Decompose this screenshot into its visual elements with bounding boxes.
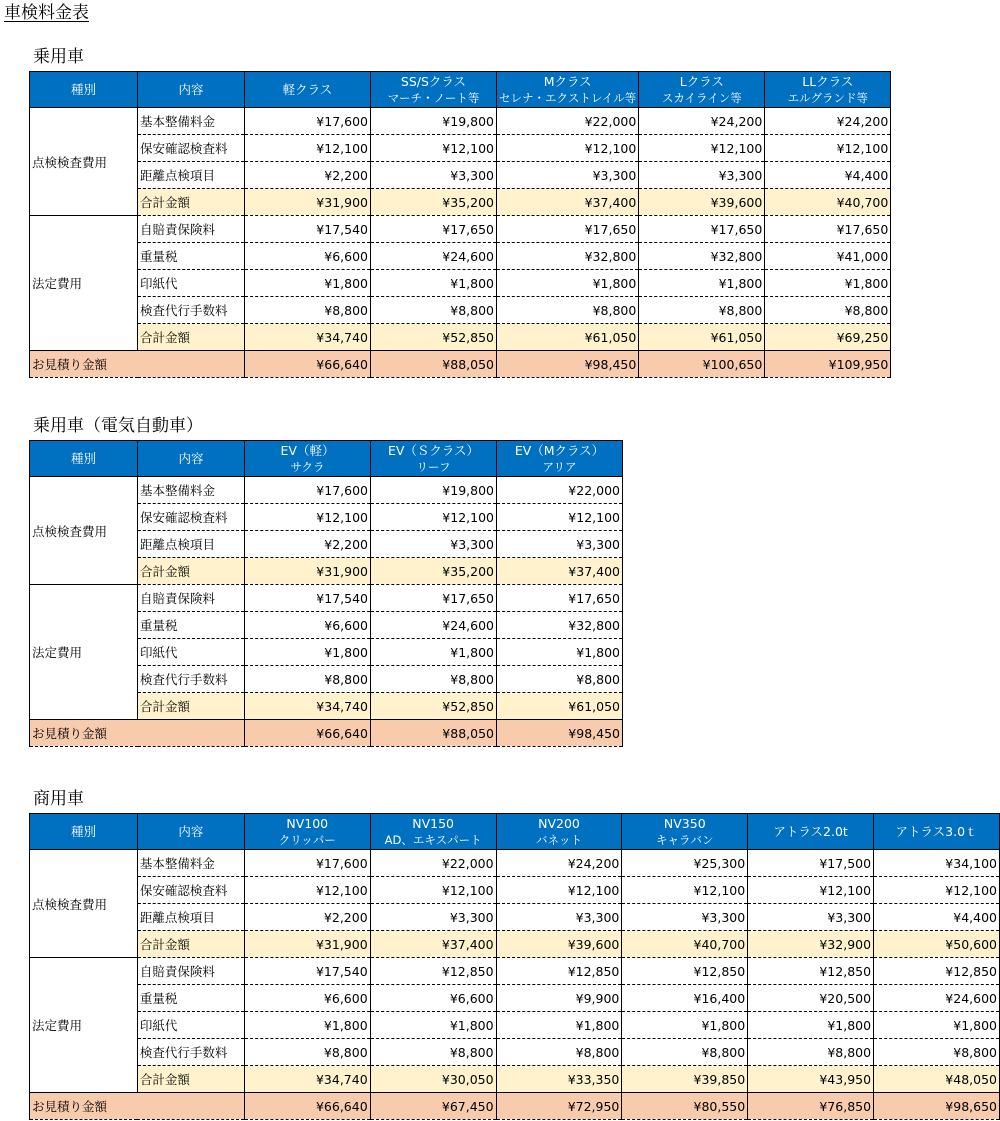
header-column-sub: スカイライン等 (661, 90, 742, 105)
item-cell: 自賠責保険料 (137, 958, 244, 985)
value-cell: ¥8,800 (370, 1039, 496, 1066)
value-cell: ¥22,000 (370, 850, 496, 877)
total-label: お見積り金額 (30, 351, 245, 378)
header-column-main: NV350 (663, 815, 706, 831)
header-item: 内容 (138, 72, 245, 108)
table-row (30, 216, 891, 243)
header-column (496, 814, 622, 850)
value-cell: ¥33,350 (496, 1066, 622, 1093)
value-cell: ¥12,100 (748, 877, 874, 904)
value-cell: ¥22,000 (497, 477, 623, 504)
item-cell: 重量税 (138, 612, 245, 639)
total-label: お見積り金額 (30, 720, 245, 747)
table-row (30, 1012, 1000, 1039)
value-cell: ¥12,850 (496, 958, 622, 985)
value-cell: ¥32,800 (497, 243, 639, 270)
value-cell: ¥12,100 (497, 135, 639, 162)
item-cell: 基本整備料金 (138, 477, 245, 504)
value-cell: ¥3,300 (748, 904, 874, 931)
value-cell: ¥31,900 (245, 189, 371, 216)
value-cell: ¥24,200 (765, 108, 891, 135)
header-column (874, 814, 1000, 850)
header-column-main: EV（Mクラス） (514, 442, 605, 458)
header-category: 種別 (30, 72, 138, 108)
value-cell: ¥1,800 (748, 1012, 874, 1039)
value-cell: ¥8,800 (497, 297, 639, 324)
table-row (30, 162, 891, 189)
value-cell: ¥3,300 (639, 162, 765, 189)
value-cell: ¥1,800 (371, 270, 497, 297)
value-cell: ¥3,300 (496, 904, 622, 931)
value-cell: ¥6,600 (245, 243, 371, 270)
header-column (497, 441, 623, 477)
subtotal-row (30, 931, 1000, 958)
total-value: ¥100,650 (639, 351, 765, 378)
value-cell: ¥3,300 (371, 162, 497, 189)
value-cell: ¥12,100 (244, 877, 370, 904)
total-value: ¥98,450 (497, 351, 639, 378)
value-cell: ¥8,800 (496, 1039, 622, 1066)
value-cell: ¥12,100 (874, 877, 1000, 904)
value-cell: ¥1,800 (496, 1012, 622, 1039)
value-cell: ¥40,700 (765, 189, 891, 216)
total-value: ¥66,640 (244, 1093, 370, 1120)
total-value: ¥88,050 (371, 720, 497, 747)
value-cell: ¥17,500 (748, 850, 874, 877)
rate-table (29, 71, 891, 378)
value-cell: ¥12,100 (371, 135, 497, 162)
value-cell: ¥17,650 (497, 585, 623, 612)
value-cell: ¥39,600 (639, 189, 765, 216)
header-column-main: NV150 (412, 815, 455, 831)
value-cell: ¥32,900 (748, 931, 874, 958)
table-row (30, 1039, 1000, 1066)
rate-table (29, 813, 1000, 1120)
value-cell: ¥8,800 (371, 666, 497, 693)
total-row (30, 351, 891, 378)
item-cell: 検査代行手数料 (138, 666, 245, 693)
item-cell: 基本整備料金 (138, 108, 245, 135)
value-cell: ¥17,540 (245, 585, 371, 612)
value-cell: ¥8,800 (639, 297, 765, 324)
value-cell: ¥69,250 (765, 324, 891, 351)
value-cell: ¥34,740 (244, 1066, 370, 1093)
table-row (30, 135, 891, 162)
header-category: 種別 (30, 814, 138, 850)
value-cell: ¥1,800 (497, 270, 639, 297)
value-cell: ¥3,300 (370, 904, 496, 931)
item-cell: 自賠責保険料 (138, 216, 245, 243)
value-cell: ¥34,100 (874, 850, 1000, 877)
header-column (370, 814, 496, 850)
header-column-main: Lクラス (679, 73, 724, 89)
value-cell: ¥24,200 (496, 850, 622, 877)
header-column-sub: AD、エキスパート (384, 832, 482, 847)
value-cell: ¥19,800 (371, 108, 497, 135)
header-column (748, 814, 874, 850)
value-cell: ¥52,850 (371, 324, 497, 351)
document-title: 車検料金表 (4, 3, 89, 23)
header-column (497, 72, 639, 108)
value-cell: ¥35,200 (371, 558, 497, 585)
rate-table (29, 440, 623, 747)
value-cell: ¥39,600 (496, 931, 622, 958)
value-cell: ¥8,800 (245, 297, 371, 324)
value-cell: ¥12,850 (622, 958, 748, 985)
header-column-sub: サクラ (290, 459, 325, 474)
header-column (244, 814, 370, 850)
header-column-sub: キャラバン (656, 832, 714, 847)
value-cell: ¥30,050 (370, 1066, 496, 1093)
header-column-main: NV200 (538, 815, 580, 831)
total-value: ¥76,850 (748, 1093, 874, 1120)
value-cell: ¥37,400 (497, 189, 639, 216)
value-cell: ¥6,600 (245, 612, 371, 639)
header-column-main: アトラス2.0t (773, 823, 848, 839)
value-cell: ¥12,100 (245, 135, 371, 162)
value-cell: ¥12,100 (639, 135, 765, 162)
value-cell: ¥24,600 (874, 985, 1000, 1012)
total-row (30, 1093, 1000, 1120)
header-column-main: Mクラス (543, 73, 592, 89)
header-column (622, 814, 748, 850)
total-value: ¥72,950 (496, 1093, 622, 1120)
table-row (30, 850, 1000, 877)
value-cell: ¥35,200 (371, 189, 497, 216)
value-cell: ¥50,600 (874, 931, 1000, 958)
table-row (30, 297, 891, 324)
total-value: ¥109,950 (765, 351, 891, 378)
item-cell: 保安確認検査料 (138, 504, 245, 531)
value-cell: ¥1,800 (245, 639, 371, 666)
table-row (30, 958, 1000, 985)
header-column (245, 441, 371, 477)
category-cell: 法定費用 (30, 216, 138, 351)
value-cell: ¥9,900 (496, 985, 622, 1012)
value-cell: ¥3,300 (371, 531, 497, 558)
value-cell: ¥37,400 (497, 558, 623, 585)
header-column-sub: リーフ (416, 459, 451, 474)
value-cell: ¥6,600 (370, 985, 496, 1012)
item-cell: 合計金額 (138, 189, 245, 216)
table-row (30, 108, 891, 135)
item-cell: 印紙代 (138, 270, 245, 297)
table-row (30, 477, 623, 504)
value-cell: ¥25,300 (622, 850, 748, 877)
value-cell: ¥17,600 (245, 477, 371, 504)
value-cell: ¥1,800 (371, 639, 497, 666)
total-value: ¥67,450 (370, 1093, 496, 1120)
value-cell: ¥12,100 (496, 877, 622, 904)
item-cell: 合計金額 (137, 931, 244, 958)
item-cell: 合計金額 (138, 324, 245, 351)
value-cell: ¥34,740 (245, 324, 371, 351)
value-cell: ¥8,800 (245, 666, 371, 693)
value-cell: ¥17,650 (639, 216, 765, 243)
value-cell: ¥24,600 (371, 612, 497, 639)
total-value: ¥98,650 (874, 1093, 1000, 1120)
table-row (30, 904, 1000, 931)
value-cell: ¥1,800 (245, 270, 371, 297)
section-title: 商用車 (33, 789, 84, 809)
header-row (30, 72, 891, 108)
header-column-sub: アリア (542, 459, 577, 474)
value-cell: ¥3,300 (497, 162, 639, 189)
value-cell: ¥6,600 (244, 985, 370, 1012)
header-item: 内容 (137, 814, 244, 850)
item-cell: 印紙代 (138, 639, 245, 666)
value-cell: ¥17,650 (765, 216, 891, 243)
item-cell: 距離点検項目 (138, 531, 245, 558)
header-column-main: アトラス3.0ｔ (895, 823, 978, 839)
value-cell: ¥17,600 (245, 108, 371, 135)
total-value: ¥98,450 (497, 720, 623, 747)
value-cell: ¥4,400 (765, 162, 891, 189)
subtotal-row (30, 1066, 1000, 1093)
value-cell: ¥1,800 (244, 1012, 370, 1039)
header-column-sub: クリッパー (278, 832, 336, 847)
value-cell: ¥12,100 (765, 135, 891, 162)
header-column (639, 72, 765, 108)
value-cell: ¥19,800 (371, 477, 497, 504)
value-cell: ¥22,000 (497, 108, 639, 135)
value-cell: ¥17,650 (497, 216, 639, 243)
category-cell: 法定費用 (30, 958, 138, 1093)
header-column (371, 72, 497, 108)
value-cell: ¥4,400 (874, 904, 1000, 931)
value-cell: ¥12,100 (497, 504, 623, 531)
value-cell: ¥37,400 (370, 931, 496, 958)
value-cell: ¥12,100 (245, 504, 371, 531)
value-cell: ¥8,800 (765, 297, 891, 324)
value-cell: ¥32,800 (497, 612, 623, 639)
item-cell: 基本整備料金 (137, 850, 244, 877)
header-column (765, 72, 891, 108)
header-category: 種別 (30, 441, 138, 477)
item-cell: 合計金額 (138, 693, 245, 720)
value-cell: ¥34,740 (245, 693, 371, 720)
value-cell: ¥2,200 (245, 162, 371, 189)
header-column-main: 軽クラス (282, 81, 333, 97)
header-column-sub: セレナ・エクストレイル等 (499, 90, 637, 105)
value-cell: ¥12,100 (622, 877, 748, 904)
value-cell: ¥8,800 (497, 666, 623, 693)
value-cell: ¥8,800 (371, 297, 497, 324)
total-value: ¥66,640 (245, 351, 371, 378)
item-cell: 距離点検項目 (138, 162, 245, 189)
value-cell: ¥61,050 (497, 693, 623, 720)
total-value: ¥88,050 (371, 351, 497, 378)
table-row (30, 585, 623, 612)
value-cell: ¥12,100 (371, 504, 497, 531)
category-cell: 点検検査費用 (30, 108, 138, 216)
header-column (245, 72, 371, 108)
value-cell: ¥61,050 (639, 324, 765, 351)
total-row (30, 720, 623, 747)
value-cell: ¥39,850 (622, 1066, 748, 1093)
value-cell: ¥8,800 (622, 1039, 748, 1066)
value-cell: ¥43,950 (748, 1066, 874, 1093)
value-cell: ¥1,800 (874, 1012, 1000, 1039)
category-cell: 点検検査費用 (30, 477, 138, 585)
header-column-main: NV100 (286, 815, 329, 831)
header-column-sub: エルグランド等 (787, 90, 868, 105)
header-column-main: SS/Sクラス (400, 73, 467, 89)
total-value: ¥66,640 (245, 720, 371, 747)
value-cell: ¥12,850 (370, 958, 496, 985)
value-cell: ¥1,800 (639, 270, 765, 297)
value-cell: ¥8,800 (244, 1039, 370, 1066)
value-cell: ¥61,050 (497, 324, 639, 351)
item-cell: 合計金額 (137, 1066, 244, 1093)
header-row (30, 814, 1000, 850)
item-cell: 検査代行手数料 (137, 1039, 244, 1066)
item-cell: 重量税 (138, 243, 245, 270)
value-cell: ¥41,000 (765, 243, 891, 270)
total-label: お見積り金額 (30, 1093, 245, 1120)
value-cell: ¥1,800 (622, 1012, 748, 1039)
value-cell: ¥17,540 (245, 216, 371, 243)
header-row (30, 441, 623, 477)
value-cell: ¥24,600 (371, 243, 497, 270)
category-cell: 点検検査費用 (30, 850, 138, 958)
item-cell: 自賠責保険料 (138, 585, 245, 612)
category-cell: 法定費用 (30, 585, 138, 720)
value-cell: ¥1,800 (370, 1012, 496, 1039)
value-cell: ¥17,650 (371, 585, 497, 612)
value-cell: ¥8,800 (874, 1039, 1000, 1066)
item-cell: 保安確認検査料 (138, 135, 245, 162)
value-cell: ¥17,600 (244, 850, 370, 877)
value-cell: ¥31,900 (245, 558, 371, 585)
item-cell: 合計金額 (138, 558, 245, 585)
value-cell: ¥12,850 (874, 958, 1000, 985)
value-cell: ¥2,200 (245, 531, 371, 558)
value-cell: ¥3,300 (497, 531, 623, 558)
header-column-main: EV（Ｓクラス） (387, 442, 480, 458)
value-cell: ¥24,200 (639, 108, 765, 135)
value-cell: ¥48,050 (874, 1066, 1000, 1093)
total-value: ¥80,550 (622, 1093, 748, 1120)
item-cell: 印紙代 (137, 1012, 244, 1039)
header-column (371, 441, 497, 477)
table-row (30, 243, 891, 270)
item-cell: 保安確認検査料 (137, 877, 244, 904)
value-cell: ¥31,900 (244, 931, 370, 958)
value-cell: ¥12,850 (748, 958, 874, 985)
value-cell: ¥17,540 (244, 958, 370, 985)
header-item: 内容 (138, 441, 245, 477)
value-cell: ¥3,300 (622, 904, 748, 931)
value-cell: ¥40,700 (622, 931, 748, 958)
table-row (30, 985, 1000, 1012)
table-row (30, 877, 1000, 904)
subtotal-row (30, 324, 891, 351)
value-cell: ¥52,850 (371, 693, 497, 720)
value-cell: ¥1,800 (497, 639, 623, 666)
value-cell: ¥17,650 (371, 216, 497, 243)
section-title: 乗用車（電気自動車） (33, 416, 203, 436)
section-title: 乗用車 (33, 47, 84, 67)
subtotal-row (30, 189, 891, 216)
value-cell: ¥16,400 (622, 985, 748, 1012)
header-column-main: LLクラス (802, 73, 854, 89)
item-cell: 距離点検項目 (137, 904, 244, 931)
value-cell: ¥12,100 (370, 877, 496, 904)
value-cell: ¥20,500 (748, 985, 874, 1012)
item-cell: 重量税 (137, 985, 244, 1012)
item-cell: 検査代行手数料 (138, 297, 245, 324)
value-cell: ¥8,800 (748, 1039, 874, 1066)
header-column-sub: マーチ・ノート等 (387, 90, 480, 105)
value-cell: ¥2,200 (244, 904, 370, 931)
value-cell: ¥1,800 (765, 270, 891, 297)
table-row (30, 270, 891, 297)
header-column-sub: バネット (535, 832, 582, 847)
header-column-main: EV（軽） (280, 442, 335, 458)
value-cell: ¥32,800 (639, 243, 765, 270)
